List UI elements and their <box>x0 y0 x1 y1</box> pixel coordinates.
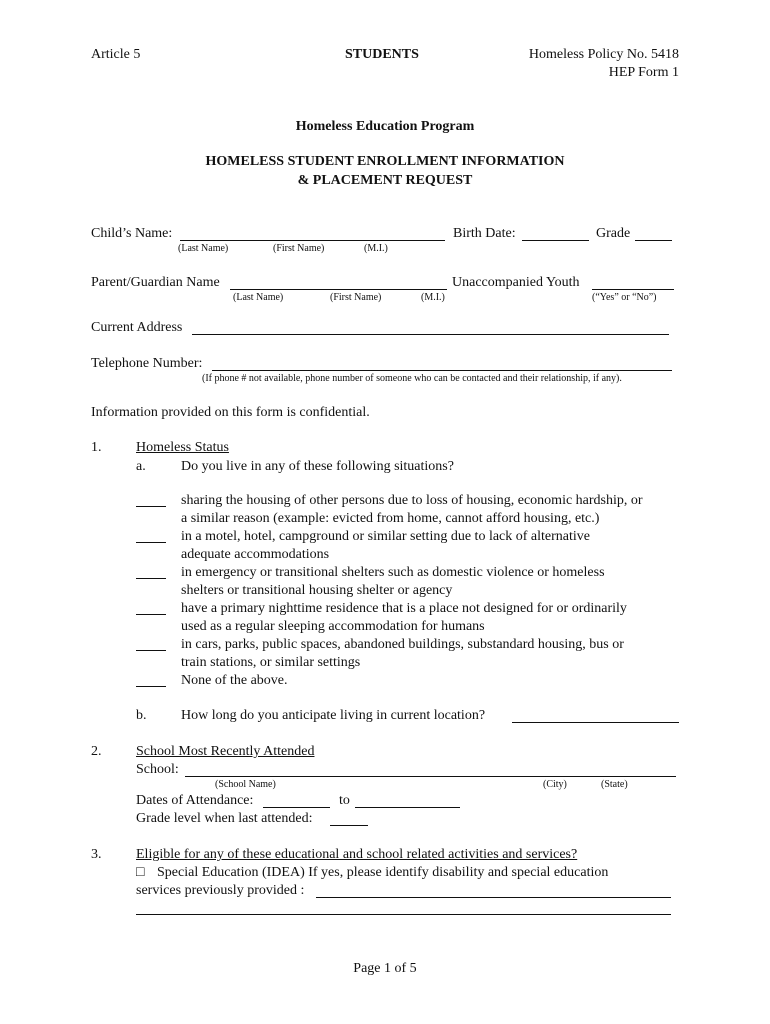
header-section: STUDENTS <box>345 47 419 62</box>
school-field[interactable] <box>185 776 676 777</box>
header-form-id: HEP Form 1 <box>608 65 679 80</box>
option-text-line1: sharing the housing of other persons due to loss of housing, economic hardship, or <box>181 493 643 508</box>
option-blank[interactable] <box>136 542 166 543</box>
option-text-line2: adequate accommodations <box>181 547 330 562</box>
grade-field[interactable] <box>635 240 672 241</box>
section1-b-letter: b. <box>136 708 147 723</box>
option-text-line2: a similar reason (example: evicted from home, cannot afford housing, etc.) <box>181 511 600 526</box>
unaccompanied-youth-label: Unaccompanied Youth <box>452 275 580 290</box>
form-title-line1: HOMELESS STUDENT ENROLLMENT INFORMATION <box>205 154 565 169</box>
confidential-notice: Information provided on this form is confidential. <box>91 405 370 420</box>
school-label: School: <box>136 762 179 777</box>
sped-text-line2: services previously provided : <box>136 883 305 898</box>
child-name-field[interactable] <box>180 240 445 241</box>
option-text-line1: in cars, parks, public spaces, abandoned buildings, substandard housing, bus or <box>181 637 624 652</box>
parent-last-name-caption: (Last Name) <box>233 292 284 303</box>
telephone-label: Telephone Number: <box>91 356 203 371</box>
section1-b-question: How long do you anticipate living in current location? <box>181 708 486 723</box>
parent-name-field[interactable] <box>230 289 447 290</box>
option-text-line1: in emergency or transitional shelters such as domestic violence or homeless <box>181 565 605 580</box>
grade-label: Grade <box>596 226 631 241</box>
program-title: Homeless Education Program <box>295 119 475 134</box>
section1-a-question: Do you live in any of these following situations? <box>181 459 454 474</box>
option-blank[interactable] <box>136 614 166 615</box>
unaccompanied-youth-caption: (“Yes” or “No”) <box>592 292 657 303</box>
option-text-line2: used as a regular sleeping accommodation for humans <box>181 619 485 634</box>
option-blank[interactable] <box>136 578 166 579</box>
dates-to-label: to <box>339 793 350 808</box>
child-first-name-caption: (First Name) <box>273 243 325 254</box>
section2-title: School Most Recently Attended <box>136 744 315 759</box>
unaccompanied-youth-field[interactable] <box>592 289 674 290</box>
dates-attendance-label: Dates of Attendance: <box>136 793 254 808</box>
sped-text-line1: Special Education (IDEA) If yes, please identify disability and special education <box>157 865 609 880</box>
sped-services-field[interactable] <box>316 897 671 898</box>
grade-level-label: Grade level when last attended: <box>136 811 313 826</box>
option-text-line1: have a primary nighttime residence that is a place not designed for or ordinarily <box>181 601 627 616</box>
current-address-field[interactable] <box>192 334 669 335</box>
school-state-caption: (State) <box>601 779 628 790</box>
page-number: Page 1 of 5 <box>353 961 417 976</box>
birth-date-field[interactable] <box>522 240 589 241</box>
child-last-name-caption: (Last Name) <box>178 243 229 254</box>
parent-mi-caption: (M.I.) <box>421 292 445 303</box>
sped-checkbox[interactable]: □ <box>136 865 145 880</box>
header-policy-no: Homeless Policy No. 5418 <box>528 47 679 62</box>
section1-title: Homeless Status <box>136 440 229 455</box>
sped-services-field-continued[interactable] <box>136 914 671 915</box>
option-text-line1: None of the above. <box>181 673 288 688</box>
parent-first-name-caption: (First Name) <box>330 292 382 303</box>
school-city-caption: (City) <box>543 779 567 790</box>
school-name-caption: (School Name) <box>215 779 276 790</box>
dates-to-field[interactable] <box>355 807 460 808</box>
form-title-line2: & PLACEMENT REQUEST <box>297 173 473 188</box>
telephone-field[interactable] <box>212 370 672 371</box>
option-blank[interactable] <box>136 686 166 687</box>
grade-level-field[interactable] <box>330 825 368 826</box>
section1-a-letter: a. <box>136 459 146 474</box>
header-article: Article 5 <box>91 47 141 62</box>
telephone-note: (If phone # not available, phone number of someone who can be contacted and their relationship, if any). <box>202 373 622 384</box>
section1-number: 1. <box>91 440 102 455</box>
option-blank[interactable] <box>136 650 166 651</box>
option-blank[interactable] <box>136 506 166 507</box>
option-text-line1: in a motel, hotel, campground or similar setting due to lack of alternative <box>181 529 590 544</box>
parent-name-label: Parent/Guardian Name <box>91 275 220 290</box>
dates-from-field[interactable] <box>263 807 330 808</box>
section2-number: 2. <box>91 744 102 759</box>
child-mi-caption: (M.I.) <box>364 243 388 254</box>
option-text-line2: shelters or transitional housing shelter or agency <box>181 583 453 598</box>
section3-title: Eligible for any of these educational and school related activities and services? <box>136 847 578 862</box>
current-address-label: Current Address <box>91 320 183 335</box>
child-name-label: Child’s Name: <box>91 226 173 241</box>
section3-number: 3. <box>91 847 102 862</box>
anticipated-duration-field[interactable] <box>512 722 679 723</box>
option-text-line2: train stations, or similar settings <box>181 655 361 670</box>
birth-date-label: Birth Date: <box>453 226 516 241</box>
